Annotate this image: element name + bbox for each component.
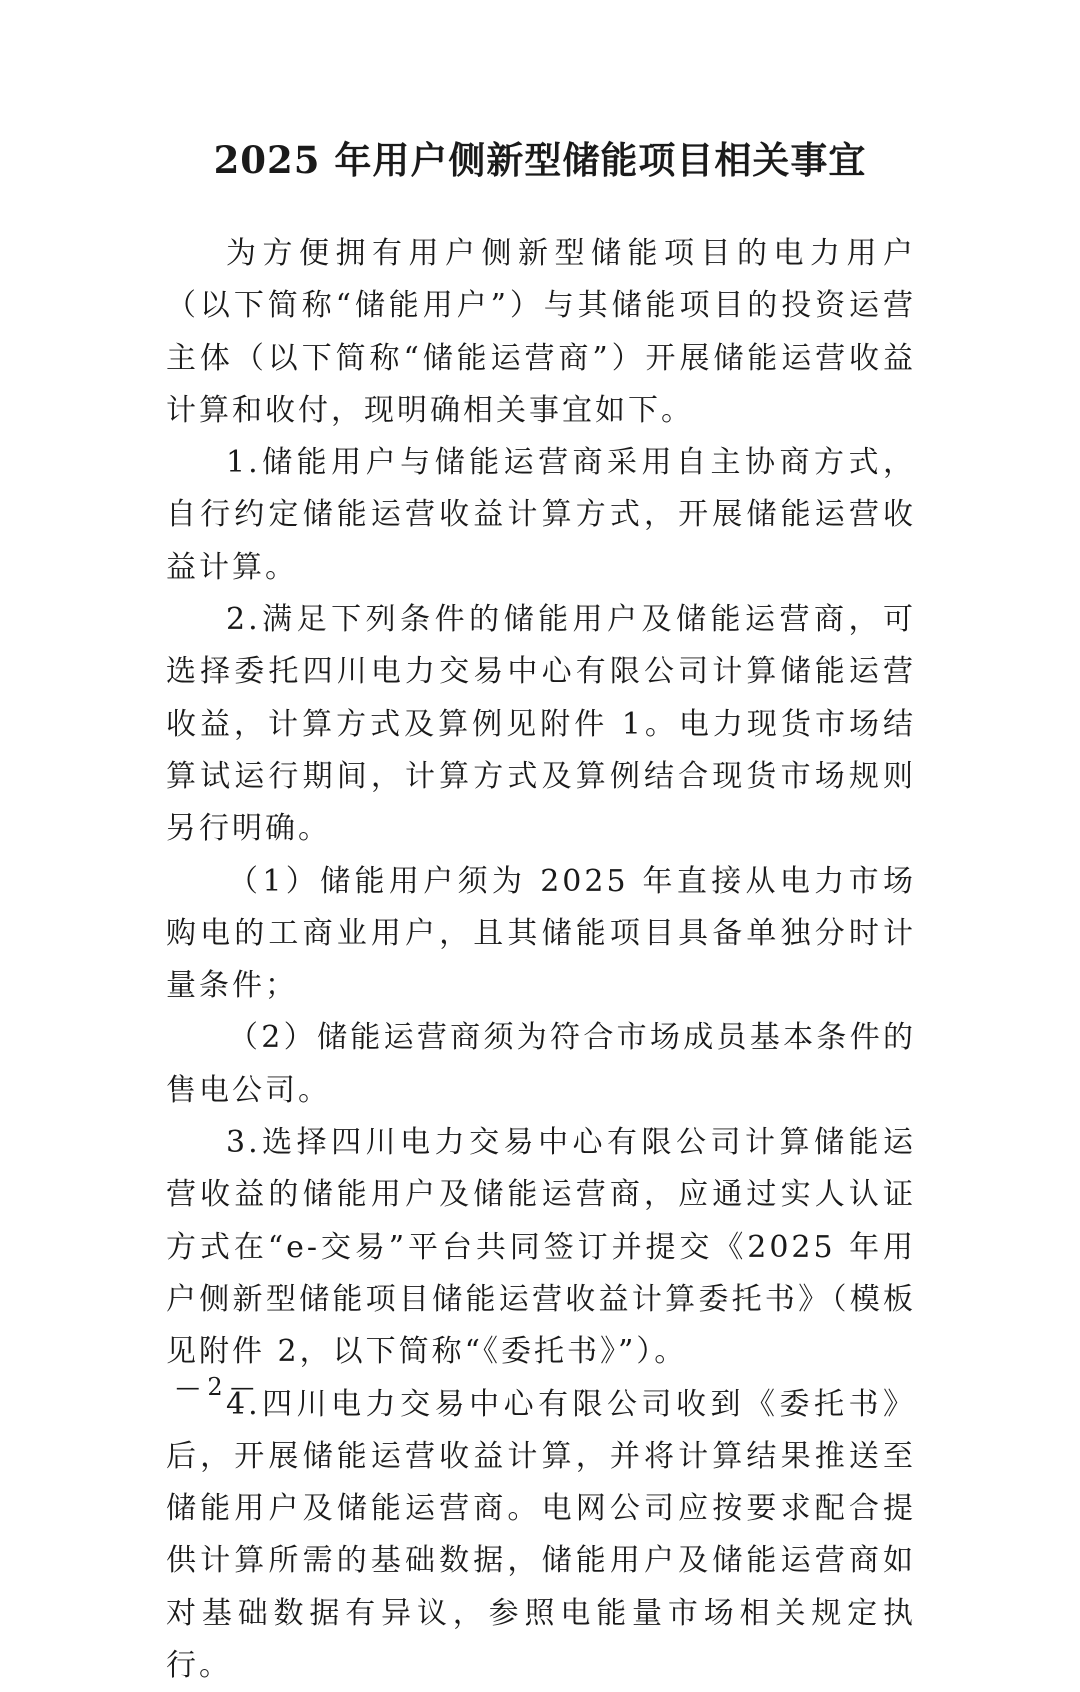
paragraph-sub-item-1: （1）储能用户须为 2025 年直接从电力市场购电的工商业用户，且其储能项目具备单独分时计量条件；: [166, 863, 916, 1004]
page-number: — 2 —: [175, 1373, 255, 1401]
paragraph-item-3: 3.选择四川电力交易中心有限公司计算储能运营收益的储能用户及储能运营商，应通过实人认证方式在“e-交易”平台共同签订并提交《2025 年用户侧新型储能项目储能运营收益计算委托书》（模板见附件 2，以下简称“《委托书》”）。: [166, 1125, 916, 1370]
paragraph-intro: 为方便拥有用户侧新型储能项目的电力用户（以下简称“储能用户”）与其储能项目的投资运营主体（以下简称“储能运营商”）开展储能运营收益计算和收付，现明确相关事宜如下。: [166, 236, 916, 428]
paragraph-item-1: 1.储能用户与储能运营商采用自主协商方式，自行约定储能运营收益计算方式，开展储能运营收益计算。: [166, 445, 916, 585]
paragraph-item-4: 4.四川电力交易中心有限公司收到《委托书》后，开展储能运营收益计算，并将计算结果推送至储能用户及储能运营商。电网公司应按要求配合提供计算所需的基础数据，储能用户及储能运营商如对基础数据有异议，参照电能量市场相关规定执行。: [166, 1386, 916, 1684]
paragraph-sub-item-2: （2）储能运营商须为符合市场成员基本条件的售电公司。: [166, 1020, 916, 1108]
paragraph-item-2: 2.满足下列条件的储能用户及储能运营商，可选择委托四川电力交易中心有限公司计算储能运营收益，计算方式及算例见附件 1。电力现货市场结算试运行期间，计算方式及算例结合现货市场规则另行明确。: [166, 602, 916, 847]
document-title: 2025 年用户侧新型储能项目相关事宜: [213, 138, 867, 182]
document-body: [166, 228, 916, 1692]
